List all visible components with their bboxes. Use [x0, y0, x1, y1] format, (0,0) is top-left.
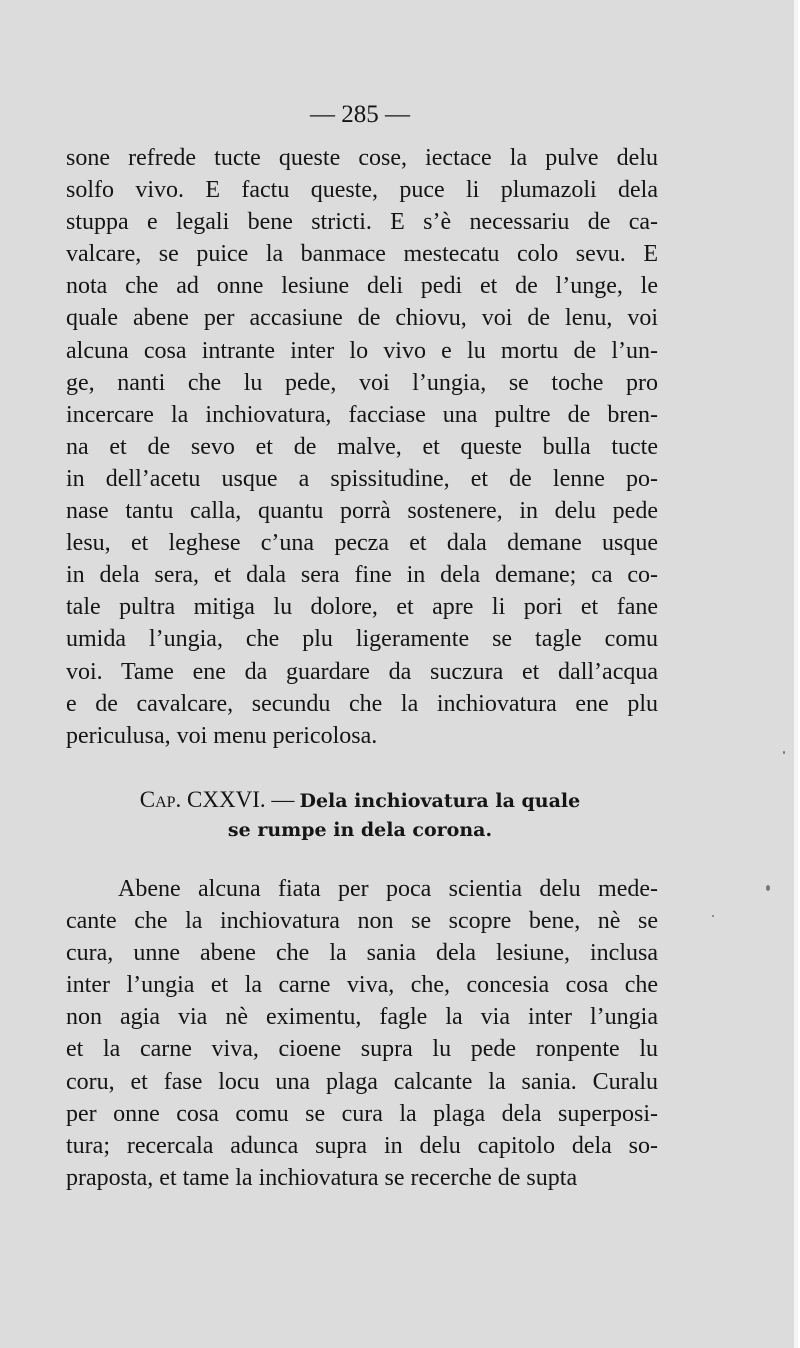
chapter-title-line-2: se rumpe in dela corona. — [227, 819, 493, 841]
ink-speck — [783, 751, 785, 754]
text-line: in dela sera, et dala sera fine in dela demane; ca co- — [66, 562, 658, 589]
text-line: non agia via nè eximentu, fagle la via inter l’ungia — [66, 1004, 658, 1031]
chapter-heading-line-1 — [0, 785, 720, 815]
text-line: cante che la inchiovatura non se scopre bene, nè se — [66, 908, 658, 935]
text-line: tale pultra mitiga lu dolore, et apre li pori et fane — [66, 594, 658, 621]
text-line: coru, et fase locu una plaga calcante la sania. Curalu — [66, 1068, 658, 1095]
text-line: praposta, et tame la inchiovatura se recerche de supta — [66, 1164, 578, 1191]
text-line: alcuna cosa intrante inter lo vivo e lu mortu de l’un- — [66, 337, 658, 364]
chapter-label: Cap. CXXVI. — — [139, 787, 295, 812]
text-line: voi. Tame ene da guardare da suczura et dall’acqua — [66, 658, 658, 685]
page-number: — 285 — — [310, 101, 410, 128]
ink-speck — [712, 915, 714, 917]
text-line: in dell’acetu usque a spissitudine, et de lenne po- — [66, 465, 658, 492]
chapter-heading — [0, 785, 720, 845]
text-line: per onne cosa comu se cura la plaga dela superposi- — [66, 1100, 658, 1127]
text-line: tura; recercala adunca supra in delu capitolo dela so- — [66, 1132, 658, 1159]
text-line: ge, nanti che lu pede, voi l’ungia, se toche pro — [66, 369, 658, 396]
text-line: quale abene per accasiune de chiovu, voi de lenu, voi — [66, 305, 658, 332]
text-line: et la carne viva, cioene supra lu pede ronpente lu — [66, 1036, 658, 1063]
text-line: stuppa e legali bene stricti. E s’è necessariu de ca- — [66, 209, 658, 236]
text-line: periculusa, voi menu pericolosa. — [66, 722, 378, 749]
text-line: cura, unne abene che la sania dela lesiune, inclusa — [66, 940, 658, 967]
paragraph-1 — [66, 142, 658, 752]
ink-speck — [766, 885, 770, 891]
text-line: nota che ad onne lesiune deli pedi et de l’unge, le — [66, 273, 658, 300]
chapter-title-line-1: Dela inchiovatura la quale — [299, 790, 581, 812]
paragraph-2 — [66, 873, 658, 1194]
text-line: e de cavalcare, secundu che la inchiovatura ene plu — [66, 690, 658, 717]
text-line: Abene alcuna fiata per poca scientia delu mede- — [118, 876, 658, 902]
text-line: valcare, se puice la banmace mestecatu colo sevu. E — [66, 241, 658, 268]
page-edge — [794, 0, 798, 1348]
text-line: nase tantu calla, quantu porrà sostenere, in delu pede — [66, 498, 658, 525]
text-line: inter l’ungia et la carne viva, che, concesia cosa che — [66, 972, 658, 999]
text-line: sone refrede tucte queste cose, iectace la pulve delu — [66, 145, 658, 171]
text-line: lesu, et leghese c’una pecza et dala demane usque — [66, 530, 658, 557]
text-line: solfo vivo. E factu queste, puce li plumazoli dela — [66, 177, 658, 204]
text-line: na et de sevo et de malve, et queste bulla tucte — [66, 433, 658, 460]
text-line: umida l’ungia, che plu ligeramente se tagle comu — [66, 626, 658, 653]
text-line: incercare la inchiovatura, facciase una pultre de bren- — [66, 401, 658, 428]
